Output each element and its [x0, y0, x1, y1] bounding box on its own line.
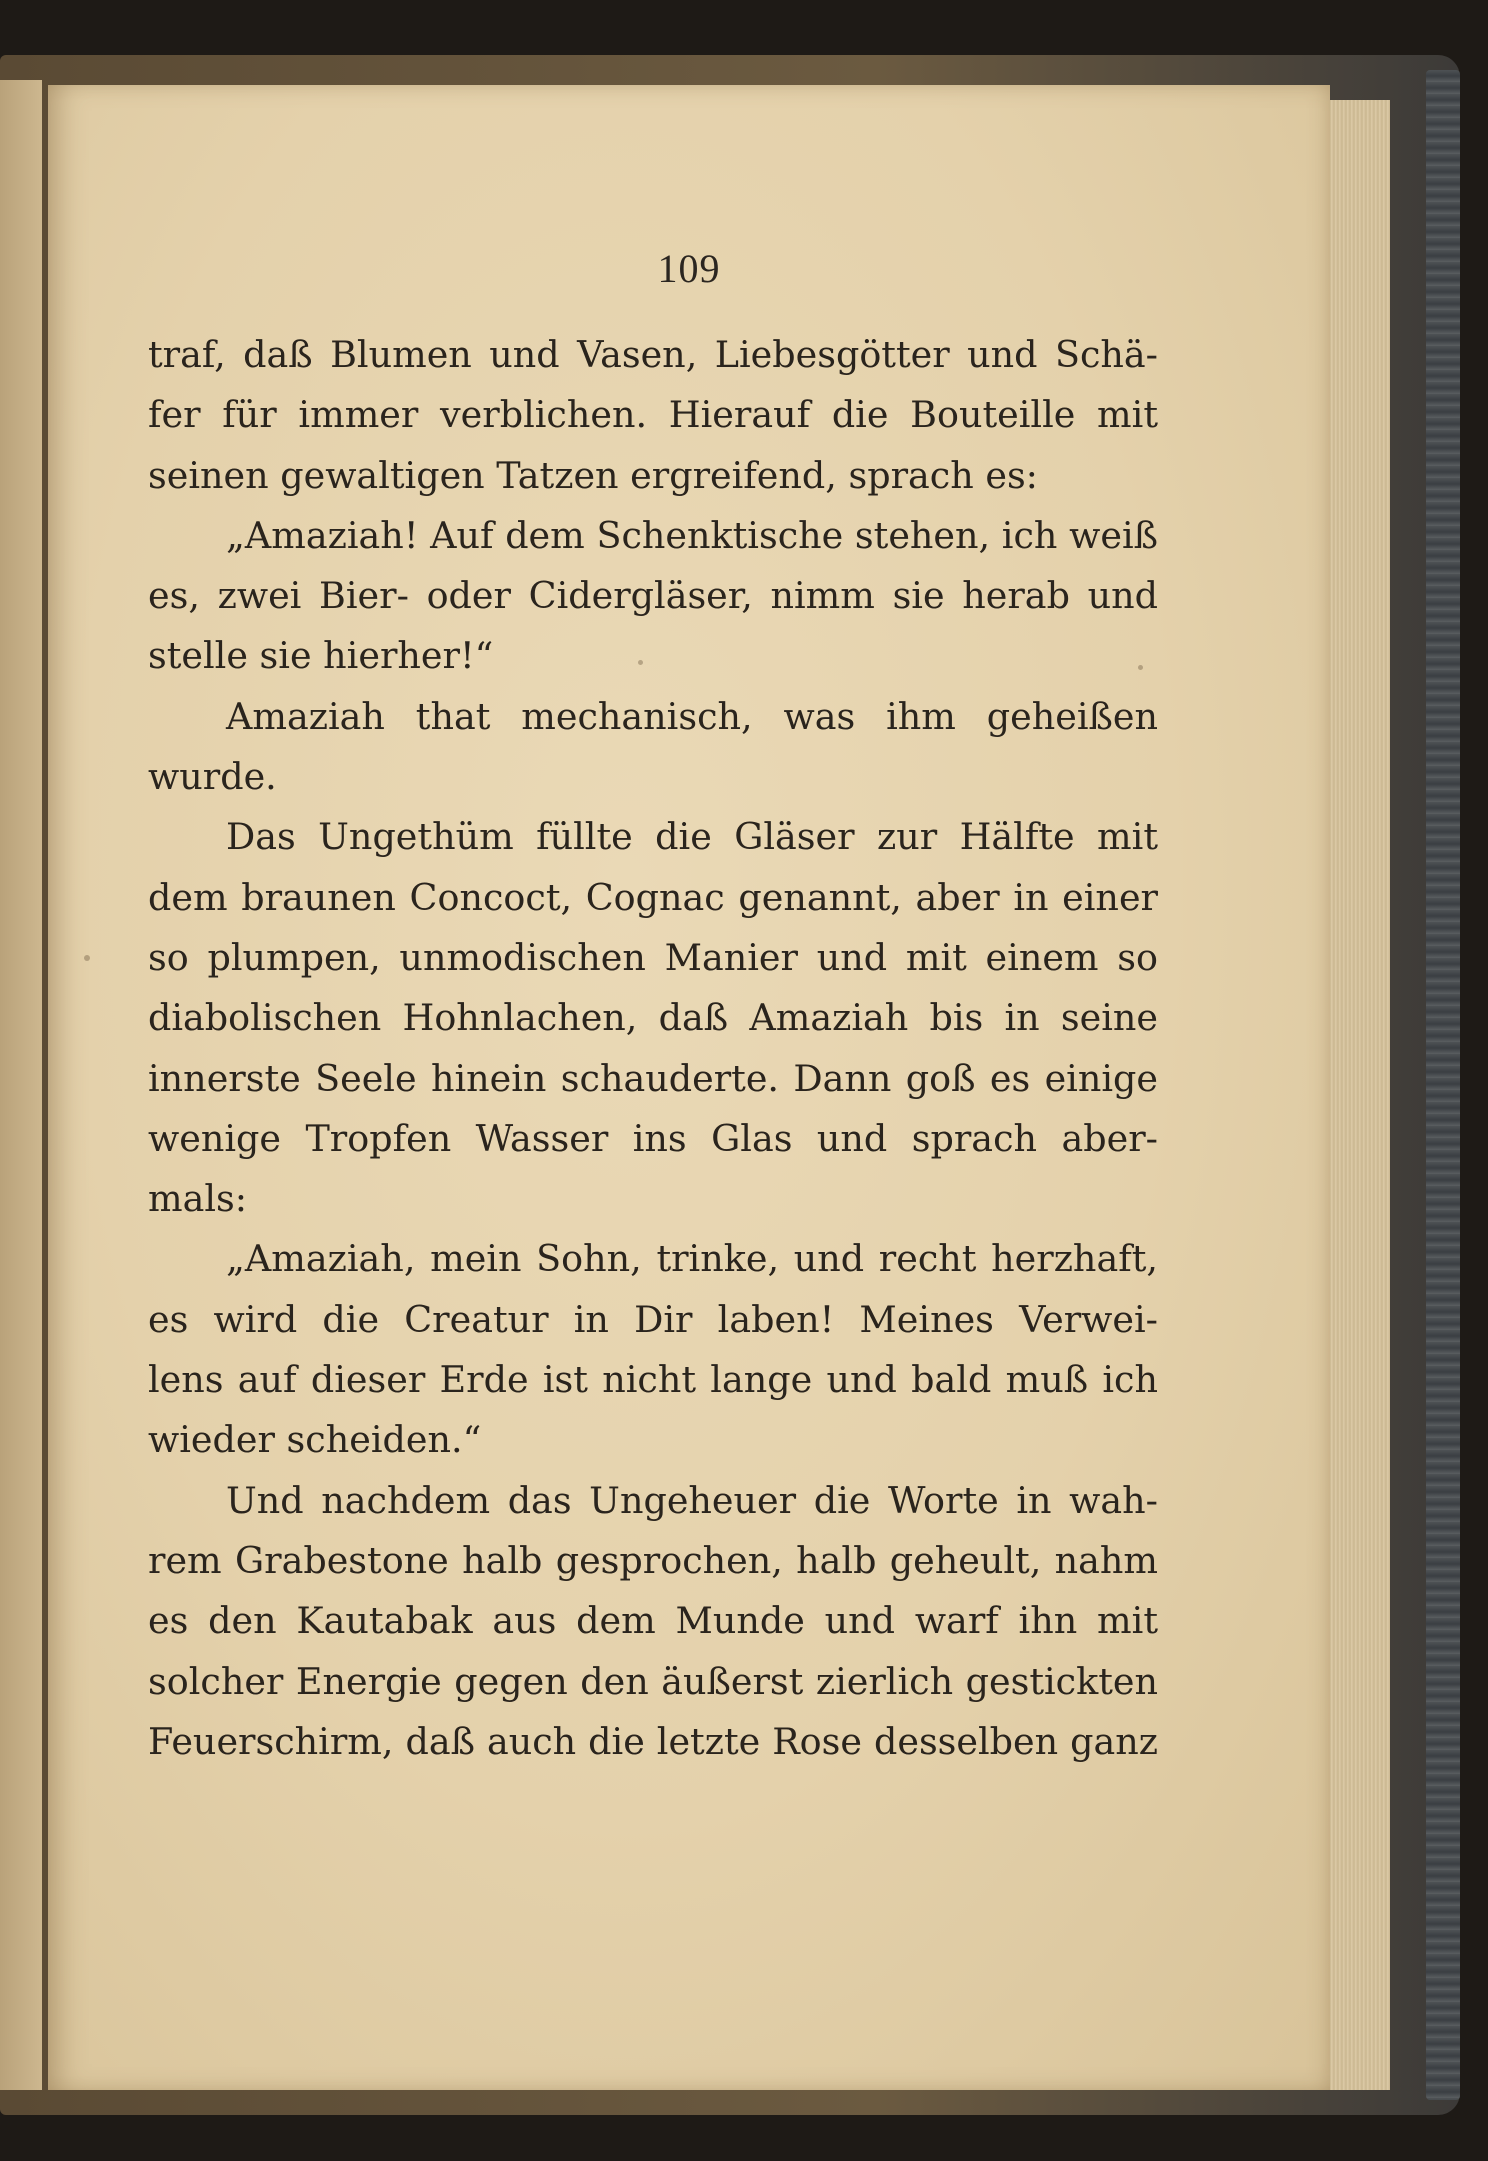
text-line: stelle sie hierher!“	[148, 634, 494, 678]
text-line: rem Grabestone halb gesprochen, halb geheult, nahm	[148, 1538, 1158, 1582]
facing-page-edge	[0, 80, 42, 2090]
text-line: es wird die Creatur in Dir laben! Meines Verwei-	[148, 1297, 1158, 1341]
page-number: 109	[657, 246, 721, 291]
book-spine-edge	[1426, 70, 1460, 2100]
text-line: „Amaziah, mein Sohn, trinke, und recht herzhaft,	[226, 1237, 1158, 1281]
text-line: es, zwei Bier- oder Cidergläser, nimm sie herab und	[148, 574, 1158, 618]
text-line: so plumpen, unmodischen Manier und mit einem so	[148, 935, 1158, 979]
text-line: lens auf dieser Erde ist nicht lange und bald muß ich	[148, 1358, 1158, 1402]
text-line: wurde.	[148, 755, 277, 799]
paper-speck	[638, 660, 643, 665]
text-line: Das Ungethüm füllte die Gläser zur Hälfte mit	[226, 815, 1158, 859]
text-line: Amaziah that mechanisch, was ihm geheißen	[226, 694, 1158, 738]
book-page	[48, 85, 1330, 2090]
text-line: seinen gewaltigen Tatzen ergreifend, sprach es:	[148, 453, 1038, 497]
text-line: mals:	[148, 1177, 248, 1221]
text-line: wenige Tropfen Wasser ins Glas und sprach aber-	[148, 1116, 1158, 1160]
text-line: solcher Energie gegen den äußerst zierlich gestickten	[148, 1659, 1158, 1703]
text-line: dem braunen Concoct, Cognac genannt, aber in einer	[148, 875, 1158, 919]
body-text	[148, 325, 1158, 1772]
text-line: diabolischen Hohnlachen, daß Amaziah bis in seine	[148, 996, 1158, 1040]
paper-speck	[1138, 665, 1143, 670]
text-line: innerste Seele hinein schauderte. Dann goß es einige	[148, 1056, 1158, 1100]
text-line: es den Kautabak aus dem Munde und warf ihn mit	[148, 1599, 1158, 1643]
text-line: wieder scheiden.“	[148, 1418, 482, 1462]
paper-speck	[84, 955, 90, 961]
text-line: „Amaziah! Auf dem Schenktische stehen, ich weiß	[226, 513, 1158, 557]
text-line: fer für immer verblichen. Hierauf die Bouteille mit	[148, 393, 1158, 437]
text-line: Und nachdem das Ungeheuer die Worte in wah-	[226, 1478, 1158, 1522]
text-line: Feuerschirm, daß auch die letzte Rose desselben ganz	[148, 1719, 1158, 1763]
page-stack-edges	[1320, 100, 1390, 2090]
text-line: traf, daß Blumen und Vasen, Liebesgötter und Schä-	[148, 333, 1158, 376]
